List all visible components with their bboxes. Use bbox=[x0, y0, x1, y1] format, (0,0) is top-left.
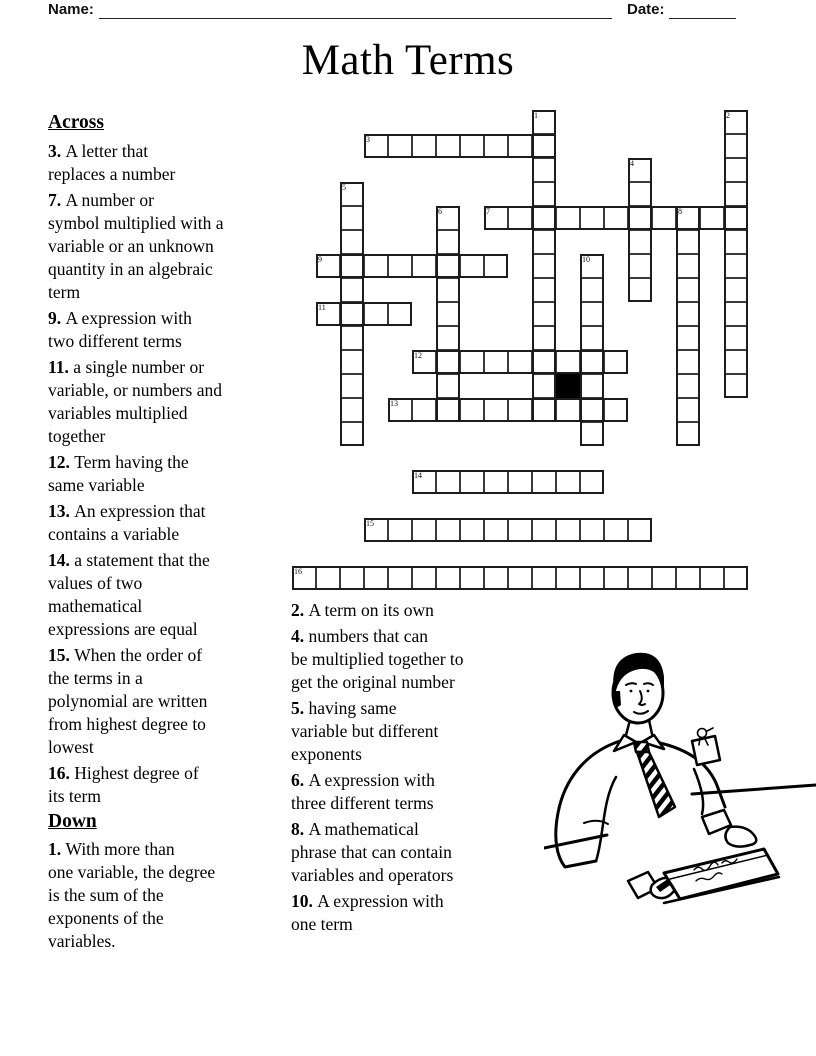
grid-cell[interactable] bbox=[676, 374, 700, 398]
clue-13 bbox=[48, 500, 291, 546]
black-cell bbox=[556, 374, 580, 398]
grid-cell[interactable] bbox=[484, 470, 508, 494]
man-writing-illustration bbox=[544, 641, 816, 936]
grid-cell[interactable] bbox=[292, 566, 316, 590]
cell-number: 5 bbox=[342, 183, 346, 192]
grid-cell[interactable] bbox=[340, 182, 364, 206]
clue-line: 11. a single number or bbox=[48, 357, 205, 377]
cell-number: 1 bbox=[534, 111, 538, 120]
grid-cell[interactable] bbox=[724, 566, 748, 590]
grid-cell[interactable] bbox=[412, 398, 436, 422]
grid-cell[interactable] bbox=[676, 566, 700, 590]
grid-cell[interactable] bbox=[628, 254, 652, 278]
clue-line: variable, or numbers and bbox=[48, 380, 222, 400]
grid-cell[interactable] bbox=[436, 350, 460, 374]
grid-cell[interactable] bbox=[532, 566, 556, 590]
grid-cell[interactable] bbox=[436, 398, 460, 422]
grid-cell[interactable] bbox=[388, 302, 412, 326]
grid-cell[interactable] bbox=[412, 470, 436, 494]
grid-cell[interactable] bbox=[652, 206, 676, 230]
shirt-fold-left bbox=[596, 777, 616, 861]
tie-knot bbox=[634, 742, 649, 752]
grid-cell[interactable] bbox=[580, 254, 604, 278]
grid-cell[interactable] bbox=[556, 206, 580, 230]
clue-3 bbox=[48, 140, 291, 186]
clue-4 bbox=[291, 625, 531, 694]
grid-cell[interactable] bbox=[412, 254, 436, 278]
clue-6 bbox=[291, 769, 531, 815]
grid-cell[interactable] bbox=[580, 470, 604, 494]
name-label: Name: bbox=[48, 1, 94, 18]
clue-line: be multiplied together to bbox=[291, 649, 464, 669]
grid-cell[interactable] bbox=[532, 206, 556, 230]
grid-cell[interactable] bbox=[628, 182, 652, 206]
cell-number: 8 bbox=[678, 207, 682, 216]
clue-15 bbox=[48, 644, 291, 759]
grid-cell[interactable] bbox=[340, 278, 364, 302]
grid-cell[interactable] bbox=[340, 230, 364, 254]
date-label: Date: bbox=[627, 1, 665, 18]
crossword-grid bbox=[292, 110, 748, 590]
clue-5 bbox=[291, 697, 531, 766]
clue-line: 6. A expression with bbox=[291, 770, 435, 790]
grid-cell[interactable] bbox=[724, 230, 748, 254]
clue-line: replaces a number bbox=[48, 164, 176, 184]
across-clues-list bbox=[48, 140, 291, 808]
grid-cell[interactable] bbox=[580, 518, 604, 542]
grid-cell[interactable] bbox=[364, 566, 388, 590]
grid-cell[interactable] bbox=[388, 518, 412, 542]
grid-cell[interactable] bbox=[628, 206, 652, 230]
clue-line: 5. having same bbox=[291, 698, 397, 718]
sideburn bbox=[613, 691, 621, 707]
clue-12 bbox=[48, 451, 291, 497]
grid-cell[interactable] bbox=[436, 302, 460, 326]
down-clues-middle-list bbox=[291, 599, 531, 936]
grid-cell[interactable] bbox=[460, 254, 484, 278]
grid-cell[interactable] bbox=[532, 470, 556, 494]
clue-line: 10. A expression with bbox=[291, 891, 444, 911]
grid-cell[interactable] bbox=[436, 134, 460, 158]
grid-cell[interactable] bbox=[724, 134, 748, 158]
left-eye bbox=[630, 690, 633, 693]
grid-cell[interactable] bbox=[484, 398, 508, 422]
grid-cell[interactable] bbox=[724, 374, 748, 398]
clue-line: 12. Term having the bbox=[48, 452, 189, 472]
clue-line: exponents of the bbox=[48, 908, 164, 928]
cell-number: 15 bbox=[366, 519, 374, 528]
grid-cell[interactable] bbox=[412, 518, 436, 542]
grid-cell[interactable] bbox=[484, 254, 508, 278]
clue-8 bbox=[291, 818, 531, 887]
clue-line: 4. numbers that can bbox=[291, 626, 429, 646]
clue-line: variables. bbox=[48, 931, 116, 951]
grid-cell[interactable] bbox=[724, 110, 748, 134]
grid-cell[interactable] bbox=[580, 422, 604, 446]
cell-number: 14 bbox=[414, 471, 422, 480]
grid-cell[interactable] bbox=[676, 254, 700, 278]
clue-line: 7. A number or bbox=[48, 190, 154, 210]
grid-cell[interactable] bbox=[580, 398, 604, 422]
grid-cell[interactable] bbox=[676, 206, 700, 230]
clue-line: 13. An expression that bbox=[48, 501, 206, 521]
grid-cell[interactable] bbox=[652, 566, 676, 590]
right-hand bbox=[725, 827, 756, 847]
clue-line: exponents bbox=[291, 744, 362, 764]
clue-line: variables and operators bbox=[291, 865, 454, 885]
grid-cell[interactable] bbox=[724, 158, 748, 182]
clue-line: phrase that can contain bbox=[291, 842, 452, 862]
cell-number: 3 bbox=[366, 135, 370, 144]
grid-cell[interactable] bbox=[508, 470, 532, 494]
grid-cell[interactable] bbox=[676, 326, 700, 350]
clue-line: one variable, the degree bbox=[48, 862, 216, 882]
clue-line: polynomial are written bbox=[48, 691, 208, 711]
clue-line: variable or an unknown bbox=[48, 236, 214, 256]
grid-cell[interactable] bbox=[484, 350, 508, 374]
grid-cell[interactable] bbox=[580, 350, 604, 374]
grid-cell[interactable] bbox=[340, 254, 364, 278]
grid-cell[interactable] bbox=[436, 230, 460, 254]
grid-cell[interactable] bbox=[532, 230, 556, 254]
cell-number: 7 bbox=[486, 207, 490, 216]
clue-line: is the sum of the bbox=[48, 885, 164, 905]
clue-line: 1. With more than bbox=[48, 839, 175, 859]
grid-cell[interactable] bbox=[700, 206, 724, 230]
grid-cell[interactable] bbox=[628, 566, 652, 590]
grid-cell[interactable] bbox=[724, 326, 748, 350]
clue-line: 2. A term on its own bbox=[291, 600, 434, 620]
cell-number: 12 bbox=[414, 351, 422, 360]
desk-edge-left bbox=[544, 835, 607, 848]
grid-cell[interactable] bbox=[724, 350, 748, 374]
grid-cell[interactable] bbox=[508, 518, 532, 542]
clue-line: quantity in an algebraic bbox=[48, 259, 213, 279]
cell-number: 13 bbox=[390, 399, 398, 408]
grid-cell[interactable] bbox=[580, 302, 604, 326]
grid-cell[interactable] bbox=[676, 278, 700, 302]
grid-cell[interactable] bbox=[340, 374, 364, 398]
clue-line: mathematical bbox=[48, 596, 143, 616]
clue-line: variables multiplied bbox=[48, 403, 188, 423]
clue-line: 9. A expression with bbox=[48, 308, 192, 328]
clue-line: 8. A mathematical bbox=[291, 819, 419, 839]
grid-cell[interactable] bbox=[580, 566, 604, 590]
grid-cell[interactable] bbox=[364, 518, 388, 542]
grid-cell[interactable] bbox=[508, 350, 532, 374]
grid-cell[interactable] bbox=[508, 206, 532, 230]
grid-cell[interactable] bbox=[604, 566, 628, 590]
grid-cell[interactable] bbox=[460, 398, 484, 422]
clue-line: values of two bbox=[48, 573, 143, 593]
grid-cell[interactable] bbox=[316, 254, 340, 278]
clue-line: lowest bbox=[48, 737, 94, 757]
grid-cell[interactable] bbox=[436, 278, 460, 302]
grid-cell[interactable] bbox=[460, 566, 484, 590]
grid-cell[interactable] bbox=[676, 398, 700, 422]
grid-cell[interactable] bbox=[532, 158, 556, 182]
clues-left-column bbox=[48, 112, 291, 956]
clue-line: 14. a statement that the bbox=[48, 550, 210, 570]
grid-cell[interactable] bbox=[508, 398, 532, 422]
grid-cell[interactable] bbox=[388, 398, 412, 422]
clue-line: 15. When the order of bbox=[48, 645, 203, 665]
grid-cell[interactable] bbox=[316, 566, 340, 590]
grid-cell[interactable] bbox=[436, 206, 460, 230]
left-arm-outline bbox=[556, 741, 620, 867]
grid-cell[interactable] bbox=[532, 374, 556, 398]
grid-cell[interactable] bbox=[556, 350, 580, 374]
grid-cell[interactable] bbox=[580, 326, 604, 350]
across-header: Across bbox=[48, 112, 104, 133]
cell-number: 6 bbox=[438, 207, 442, 216]
grid-cell[interactable] bbox=[436, 566, 460, 590]
cell-number: 9 bbox=[318, 255, 322, 264]
grid-cell[interactable] bbox=[724, 302, 748, 326]
down-header: Down bbox=[48, 811, 97, 832]
clue-line: symbol multiplied with a bbox=[48, 213, 224, 233]
grid-cell[interactable] bbox=[532, 278, 556, 302]
cell-number: 16 bbox=[294, 567, 302, 576]
grid-cell[interactable] bbox=[580, 206, 604, 230]
name-line[interactable] bbox=[99, 2, 612, 19]
clues-middle-column bbox=[291, 599, 531, 939]
clue-line: variable but different bbox=[291, 721, 439, 741]
grid-cell[interactable] bbox=[484, 134, 508, 158]
grid-cell[interactable] bbox=[484, 518, 508, 542]
grid-cell[interactable] bbox=[508, 566, 532, 590]
grid-cell[interactable] bbox=[700, 566, 724, 590]
grid-cell[interactable] bbox=[604, 350, 628, 374]
grid-cell[interactable] bbox=[460, 518, 484, 542]
clue-line: two different terms bbox=[48, 331, 182, 351]
grid-cell[interactable] bbox=[532, 134, 556, 158]
grid-cell[interactable] bbox=[580, 374, 604, 398]
grid-cell[interactable] bbox=[724, 206, 748, 230]
grid-cell[interactable] bbox=[412, 350, 436, 374]
grid-cell[interactable] bbox=[628, 278, 652, 302]
clue-line: contains a variable bbox=[48, 524, 180, 544]
grid-cell[interactable] bbox=[340, 206, 364, 230]
clue-14 bbox=[48, 549, 291, 641]
clue-line: its term bbox=[48, 786, 101, 806]
grid-cell[interactable] bbox=[628, 518, 652, 542]
clue-line: together bbox=[48, 426, 106, 446]
grid-cell[interactable] bbox=[340, 398, 364, 422]
tie bbox=[637, 752, 675, 817]
date-line[interactable] bbox=[669, 2, 736, 19]
grid-cell[interactable] bbox=[364, 134, 388, 158]
clue-line: one term bbox=[291, 914, 353, 934]
grid-cell[interactable] bbox=[604, 518, 628, 542]
clue-line: term bbox=[48, 282, 81, 302]
cell-number: 4 bbox=[630, 159, 634, 168]
grid-cell[interactable] bbox=[436, 326, 460, 350]
grid-cell[interactable] bbox=[676, 422, 700, 446]
grid-cell[interactable] bbox=[724, 278, 748, 302]
grid-cell[interactable] bbox=[532, 326, 556, 350]
grid-cell[interactable] bbox=[556, 518, 580, 542]
grid-cell[interactable] bbox=[412, 134, 436, 158]
grid-cell[interactable] bbox=[556, 566, 580, 590]
grid-cell[interactable] bbox=[340, 566, 364, 590]
grid-cell[interactable] bbox=[676, 302, 700, 326]
grid-cell[interactable] bbox=[532, 350, 556, 374]
grid-cell[interactable] bbox=[532, 398, 556, 422]
grid-cell[interactable] bbox=[364, 254, 388, 278]
clue-9 bbox=[48, 307, 291, 353]
clue-11 bbox=[48, 356, 291, 448]
clue-10 bbox=[291, 890, 531, 936]
grid-cell[interactable] bbox=[412, 566, 436, 590]
grid-cell[interactable] bbox=[388, 134, 412, 158]
right-eye bbox=[647, 690, 650, 693]
clue-2 bbox=[291, 599, 531, 622]
grid-cell[interactable] bbox=[436, 518, 460, 542]
grid-cell[interactable] bbox=[508, 134, 532, 158]
clue-line: 3. A letter that bbox=[48, 141, 149, 161]
grid-cell[interactable] bbox=[532, 110, 556, 134]
cell-number: 2 bbox=[726, 111, 730, 120]
clue-line: same variable bbox=[48, 475, 145, 495]
shirt-fold bbox=[584, 821, 608, 824]
grid-cell[interactable] bbox=[340, 422, 364, 446]
clue-line: three different terms bbox=[291, 793, 434, 813]
clue-line: from highest degree to bbox=[48, 714, 206, 734]
page-title: Math Terms bbox=[301, 37, 515, 84]
grid-cell[interactable] bbox=[460, 470, 484, 494]
clue-line: expressions are equal bbox=[48, 619, 198, 639]
grid-cell[interactable] bbox=[364, 302, 388, 326]
grid-cell[interactable] bbox=[436, 374, 460, 398]
grid-cell[interactable] bbox=[724, 182, 748, 206]
grid-cell[interactable] bbox=[388, 566, 412, 590]
clue-line: the terms in a bbox=[48, 668, 143, 688]
grid-cell[interactable] bbox=[484, 566, 508, 590]
grid-cell[interactable] bbox=[556, 470, 580, 494]
desk-edge-right bbox=[692, 785, 816, 794]
grid-cell[interactable] bbox=[628, 158, 652, 182]
grid-cell[interactable] bbox=[532, 182, 556, 206]
grid-cell[interactable] bbox=[532, 518, 556, 542]
clue-1 bbox=[48, 838, 291, 953]
grid-cell[interactable] bbox=[436, 470, 460, 494]
grid-cell[interactable] bbox=[316, 302, 340, 326]
clue-7 bbox=[48, 189, 291, 304]
grid-cell[interactable] bbox=[340, 350, 364, 374]
grid-cell[interactable] bbox=[580, 278, 604, 302]
grid-cell[interactable] bbox=[604, 398, 628, 422]
grid-cell[interactable] bbox=[724, 254, 748, 278]
cell-number: 11 bbox=[318, 303, 326, 312]
grid-cell[interactable] bbox=[388, 254, 412, 278]
grid-cell[interactable] bbox=[436, 254, 460, 278]
grid-cell[interactable] bbox=[556, 398, 580, 422]
grid-cell[interactable] bbox=[628, 230, 652, 254]
down-clues-left-list bbox=[48, 838, 291, 953]
right-arm-inner bbox=[694, 769, 703, 814]
clue-line: 16. Highest degree of bbox=[48, 763, 199, 783]
grid-cell[interactable] bbox=[340, 326, 364, 350]
grid-cell[interactable] bbox=[460, 134, 484, 158]
grid-cell[interactable] bbox=[460, 350, 484, 374]
grid-cell[interactable] bbox=[532, 302, 556, 326]
clue-16 bbox=[48, 762, 291, 808]
grid-cell[interactable] bbox=[676, 230, 700, 254]
cell-number: 10 bbox=[582, 255, 590, 264]
grid-cell[interactable] bbox=[484, 206, 508, 230]
grid-cell[interactable] bbox=[604, 206, 628, 230]
clue-line: get the original number bbox=[291, 672, 455, 692]
grid-cell[interactable] bbox=[676, 350, 700, 374]
grid-cell[interactable] bbox=[340, 302, 364, 326]
grid-cell[interactable] bbox=[532, 254, 556, 278]
